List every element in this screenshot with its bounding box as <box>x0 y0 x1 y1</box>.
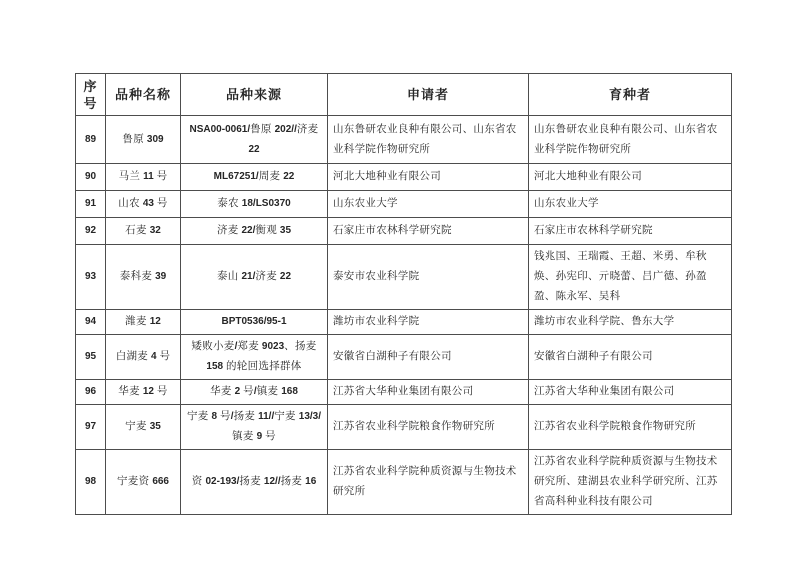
cell-breeder: 江苏省大华种业集团有限公司 <box>529 380 732 405</box>
col-header-name: 品种名称 <box>106 74 181 116</box>
header-row <box>76 74 732 116</box>
table-row <box>76 310 732 335</box>
table-row <box>76 245 732 310</box>
col-header-no: 序号 <box>76 74 106 116</box>
cell-breeder: 山东鲁研农业良种有限公司、山东省农业科学院作物研究所 <box>529 116 732 164</box>
cell-applicant: 安徽省白湖种子有限公司 <box>328 335 529 380</box>
cell-no: 94 <box>76 310 106 335</box>
cell-breeder: 江苏省农业科学院种质资源与生物技术研究所、建湖县农业科学研究所、江苏省高科种业科技有限公司 <box>529 450 732 515</box>
cell-name: 白湖麦 4 号 <box>106 335 181 380</box>
cell-breeder: 钱兆国、王瑞霞、王超、米勇、牟秋焕、孙宪印、亓晓蕾、吕广德、孙盈盈、陈永军、吴科 <box>529 245 732 310</box>
cell-source: 济麦 22/衡观 35 <box>181 218 328 245</box>
cell-breeder: 山东农业大学 <box>529 191 732 218</box>
cell-source: BPT0536/95-1 <box>181 310 328 335</box>
cell-no: 92 <box>76 218 106 245</box>
cell-applicant: 江苏省农业科学院粮食作物研究所 <box>328 405 529 450</box>
cell-name: 山农 43 号 <box>106 191 181 218</box>
cell-applicant: 河北大地种业有限公司 <box>328 164 529 191</box>
cell-applicant: 江苏省农业科学院种质资源与生物技术研究所 <box>328 450 529 515</box>
cell-name: 潍麦 12 <box>106 310 181 335</box>
cell-breeder: 安徽省白湖种子有限公司 <box>529 335 732 380</box>
cell-no: 96 <box>76 380 106 405</box>
cell-breeder: 石家庄市农林科学研究院 <box>529 218 732 245</box>
cell-name: 石麦 32 <box>106 218 181 245</box>
cell-breeder: 潍坊市农业科学院、鲁东大学 <box>529 310 732 335</box>
col-header-applicant: 申请者 <box>328 74 529 116</box>
cell-breeder: 河北大地种业有限公司 <box>529 164 732 191</box>
cell-applicant: 泰安市农业科学院 <box>328 245 529 310</box>
table-row <box>76 116 732 164</box>
cell-applicant: 石家庄市农林科学研究院 <box>328 218 529 245</box>
cell-applicant: 江苏省大华种业集团有限公司 <box>328 380 529 405</box>
table-row <box>76 218 732 245</box>
cell-source: 资 02-193/扬麦 12//扬麦 16 <box>181 450 328 515</box>
cell-source: ML67251/周麦 22 <box>181 164 328 191</box>
table-row <box>76 450 732 515</box>
cell-name: 鲁原 309 <box>106 116 181 164</box>
cell-name: 华麦 12 号 <box>106 380 181 405</box>
cell-source: NSA00-0061/鲁原 202//济麦 22 <box>181 116 328 164</box>
cell-source: 矮败小麦/郑麦 9023、扬麦 158 的轮回选择群体 <box>181 335 328 380</box>
cell-applicant: 山东鲁研农业良种有限公司、山东省农业科学院作物研究所 <box>328 116 529 164</box>
cell-source: 泰山 21/济麦 22 <box>181 245 328 310</box>
cell-name: 泰科麦 39 <box>106 245 181 310</box>
cell-no: 97 <box>76 405 106 450</box>
cell-applicant: 山东农业大学 <box>328 191 529 218</box>
cell-source: 泰农 18/LS0370 <box>181 191 328 218</box>
cell-no: 93 <box>76 245 106 310</box>
cell-applicant: 潍坊市农业科学院 <box>328 310 529 335</box>
cell-breeder: 江苏省农业科学院粮食作物研究所 <box>529 405 732 450</box>
table-body <box>76 116 732 515</box>
table-header <box>76 74 732 116</box>
table-row <box>76 380 732 405</box>
table-row <box>76 335 732 380</box>
col-header-breeder: 育种者 <box>529 74 732 116</box>
col-header-source: 品种来源 <box>181 74 328 116</box>
cell-no: 91 <box>76 191 106 218</box>
cell-no: 95 <box>76 335 106 380</box>
table-row <box>76 405 732 450</box>
cell-source: 华麦 2 号/镇麦 168 <box>181 380 328 405</box>
cell-no: 98 <box>76 450 106 515</box>
cell-name: 马兰 11 号 <box>106 164 181 191</box>
cell-no: 90 <box>76 164 106 191</box>
table-row <box>76 191 732 218</box>
cell-source: 宁麦 8 号/扬麦 11//宁麦 13/3/镇麦 9 号 <box>181 405 328 450</box>
cell-name: 宁麦 35 <box>106 405 181 450</box>
cell-name: 宁麦资 666 <box>106 450 181 515</box>
table-row <box>76 164 732 191</box>
cell-no: 89 <box>76 116 106 164</box>
wheat-variety-table <box>75 73 732 515</box>
